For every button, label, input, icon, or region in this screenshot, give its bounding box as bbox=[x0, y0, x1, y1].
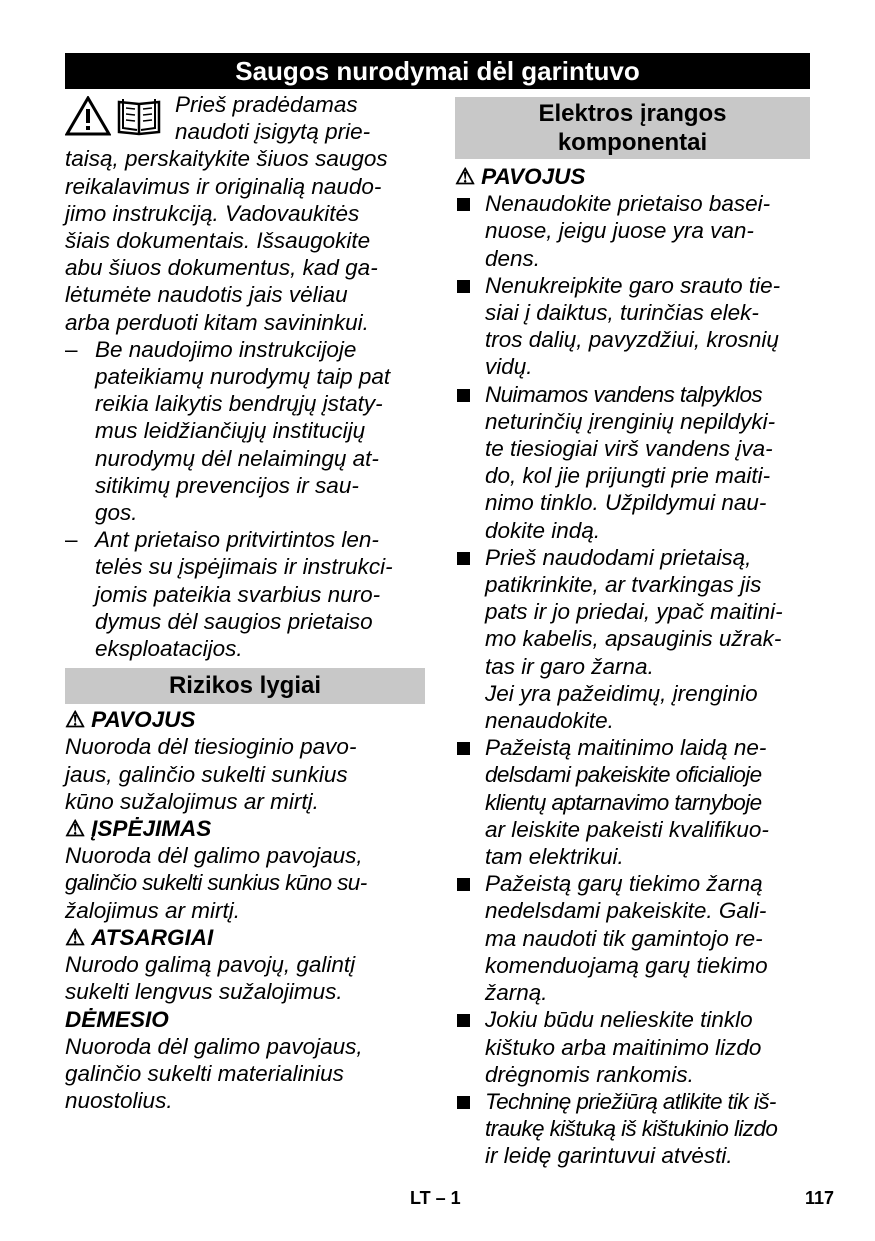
risk-label bbox=[65, 1006, 425, 1033]
bullet-line: traukę kištuką iš kištukinio lizdo bbox=[485, 1116, 778, 1142]
bullet-line: neturinčių įrenginių nepildyki- bbox=[485, 408, 776, 434]
left-column bbox=[65, 91, 425, 1114]
bullet-line: siai į daiktus, turinčias elek- bbox=[485, 300, 759, 326]
bullet-line: vidų. bbox=[485, 354, 533, 380]
bullet-item bbox=[455, 544, 810, 734]
dash-line: jomis pateikia svarbius nuro- bbox=[95, 581, 381, 607]
dash-line: Be naudojimo instrukcijoje bbox=[95, 336, 357, 362]
risk-label bbox=[65, 815, 425, 842]
bullet-line: Pažeistą garų tiekimo žarną bbox=[485, 871, 763, 897]
dash-line: reikia laikytis bendrųjų įstaty- bbox=[95, 391, 383, 417]
bullet-square-icon bbox=[457, 1096, 470, 1109]
dash-marker: – bbox=[65, 336, 78, 362]
risk-label-text: PAVOJUS bbox=[91, 707, 196, 733]
dash-line: gos. bbox=[95, 500, 138, 526]
bullet-line: nenaudokite. bbox=[485, 708, 614, 734]
risk-label bbox=[65, 706, 425, 733]
bullet-square-icon bbox=[457, 1014, 470, 1027]
bullet-line: kištuko arba maitinimo lizdo bbox=[485, 1034, 762, 1060]
right-column bbox=[455, 97, 810, 1170]
bullet-line: Pažeistą maitinimo laidą ne- bbox=[485, 735, 767, 761]
bullet-line: pats ir jo priedai, ypač maitini- bbox=[485, 599, 783, 625]
bullet-line: patikrinkite, ar tvarkingas jis bbox=[485, 572, 762, 598]
intro-line: jimo instrukciją. Vadovaukitės bbox=[65, 200, 360, 226]
warning-triangle-icon: ⚠ bbox=[455, 164, 476, 189]
danger-label bbox=[455, 163, 810, 190]
dash-line: pateikiamų nurodymų taip pat bbox=[95, 364, 391, 390]
risk-levels-heading: Rizikos lygiai bbox=[65, 668, 425, 704]
risk-line: Nurodo galimą pavojų, galintį bbox=[65, 952, 356, 978]
bullet-line: tros dalių, pavyzdžiui, krosnių bbox=[485, 327, 779, 353]
dash-line: nurodymų dėl nelaimingų at- bbox=[95, 445, 379, 471]
bullet-line: Nuimamos vandens talpyklos bbox=[485, 381, 763, 407]
page-title: Saugos nurodymai dėl garintuvo bbox=[65, 53, 810, 89]
bullet-line: te tiesiogiai virš vandens įva- bbox=[485, 436, 773, 462]
bullet-line: komenduojamą garų tiekimo bbox=[485, 952, 768, 978]
risk-line: žalojimus ar mirtį. bbox=[65, 897, 241, 923]
dash-line: Ant prietaiso pritvirtintos len- bbox=[95, 527, 379, 553]
bullet-line: tas ir garo žarna. bbox=[485, 653, 654, 679]
bullet-square-icon bbox=[457, 878, 470, 891]
risk-line: galinčio sukelti sunkius kūno su- bbox=[65, 870, 367, 896]
bullet-line: tam elektrikui. bbox=[485, 844, 624, 870]
risk-line: nuostolius. bbox=[65, 1088, 173, 1114]
bullet-line: Jokiu būdu nelieskite tinklo bbox=[485, 1007, 753, 1033]
intro-line: reikalavimus ir originalią naudo- bbox=[65, 173, 382, 199]
risk-line: galinčio sukelti materialinius bbox=[65, 1060, 344, 1086]
warning-triangle-icon: ⚠ bbox=[65, 707, 86, 733]
bullet-line: ar leiskite pakeisti kvalifikuo- bbox=[485, 816, 769, 842]
risk-line: Nuoroda dėl galimo pavojaus, bbox=[65, 1033, 363, 1059]
risk-line: Nuoroda dėl tiesioginio pavo- bbox=[65, 734, 357, 760]
risk-label-text: ĮSPĖJIMAS bbox=[91, 816, 212, 842]
bullet-line: Nenukreipkite garo srauto tie- bbox=[485, 272, 781, 298]
warning-triangle-icon: ⚠ bbox=[65, 816, 86, 842]
heading-line: komponentai bbox=[557, 129, 708, 156]
intro-line: taisą, perskaitykite šiuos saugos bbox=[65, 146, 388, 172]
intro-icons bbox=[65, 96, 163, 136]
intro-line: naudoti įsigytą prie- bbox=[175, 119, 371, 145]
dash-line: eksploatacijos. bbox=[95, 636, 243, 662]
bullet-line: Prieš naudodami prietaisą, bbox=[485, 544, 752, 570]
bullet-item bbox=[455, 272, 810, 381]
bullet-line: nuose, jeigu juose yra van- bbox=[485, 218, 754, 244]
intro-line: abu šiuos dokumentus, kad ga- bbox=[65, 255, 378, 281]
bullet-square-icon bbox=[457, 280, 470, 293]
dash-line: sitikimų prevencijos ir sau- bbox=[95, 472, 359, 498]
bullet-line: Nenaudokite prietaiso basei- bbox=[485, 191, 771, 217]
bullet-square-icon bbox=[457, 198, 470, 211]
bullet-line: ma naudoti tik gamintojo re- bbox=[485, 925, 763, 951]
bullet-item bbox=[455, 870, 810, 1006]
danger-label-text: PAVOJUS bbox=[481, 164, 586, 189]
intro-paragraph bbox=[65, 91, 425, 336]
dash-line: mus leidžiančiųjų institucijų bbox=[95, 418, 366, 444]
intro-line: lėtumėte naudotis jais vėliau bbox=[65, 282, 348, 308]
dash-line: telės su įspėjimais ir instrukci- bbox=[95, 554, 393, 580]
risk-level-notice bbox=[65, 1006, 425, 1115]
bullet-item bbox=[455, 190, 810, 272]
bullet-square-icon bbox=[457, 389, 470, 402]
bullet-line: ir leidę garintuvui atvėsti. bbox=[485, 1143, 733, 1169]
bullet-line: nimo tinklo. Užpildymui nau- bbox=[485, 490, 767, 516]
manual-book-icon bbox=[115, 96, 163, 136]
bullet-line: delsdami pakeiskite oficialioje bbox=[485, 762, 762, 788]
electrical-components-heading bbox=[455, 97, 810, 159]
warning-triangle-icon: ⚠ bbox=[65, 924, 86, 950]
risk-label-text: DĖMESIO bbox=[65, 1006, 169, 1032]
bullet-line: žarną. bbox=[485, 980, 548, 1006]
dash-line: dymus dėl saugios prietaiso bbox=[95, 608, 373, 634]
warning-triangle-icon bbox=[65, 96, 111, 136]
dash-marker: – bbox=[65, 527, 78, 553]
risk-line: jaus, galinčio sukelti sunkius bbox=[65, 761, 348, 787]
bullet-line: do, kol jie prijungti prie maiti- bbox=[485, 463, 771, 489]
bullet-item bbox=[455, 1006, 810, 1088]
intro-line: arba perduoti kitam savininkui. bbox=[65, 309, 369, 335]
heading-line: Elektros įrangos bbox=[538, 100, 727, 127]
bullet-item bbox=[455, 381, 810, 544]
footer-language-page: LT – 1 bbox=[410, 1188, 461, 1208]
dash-list-item bbox=[65, 526, 425, 662]
bullet-square-icon bbox=[457, 742, 470, 755]
bullet-item bbox=[455, 1088, 810, 1170]
footer-page-number: 117 bbox=[805, 1188, 835, 1208]
bullet-line: mo kabelis, apsauginis užrak- bbox=[485, 626, 782, 652]
risk-level-caution bbox=[65, 924, 425, 1006]
bullet-line: Jei yra pažeidimų, įrenginio bbox=[485, 680, 758, 706]
dash-list-item bbox=[65, 336, 425, 526]
risk-line: kūno sužalojimus ar mirtį. bbox=[65, 788, 319, 814]
risk-label bbox=[65, 924, 425, 951]
intro-line: Prieš pradėdamas bbox=[175, 92, 358, 117]
bullet-line: Techninę priežiūrą atlikite tik iš- bbox=[485, 1088, 776, 1114]
bullet-line: drėgnomis rankomis. bbox=[485, 1061, 694, 1087]
bullet-line: dokite indą. bbox=[485, 517, 601, 543]
risk-level-warning bbox=[65, 815, 425, 924]
bullet-square-icon bbox=[457, 552, 470, 565]
bullet-line: dens. bbox=[485, 245, 541, 271]
risk-label-text: ATSARGIAI bbox=[91, 924, 214, 950]
bullet-line: nedelsdami pakeiskite. Gali- bbox=[485, 898, 767, 924]
bullet-item bbox=[455, 734, 810, 870]
bullet-line: klientų aptarnavimo tarnyboje bbox=[485, 789, 762, 815]
risk-line: sukelti lengvus sužalojimus. bbox=[65, 979, 343, 1005]
intro-line: šiais dokumentais. Išsaugokite bbox=[65, 228, 371, 254]
risk-line: Nuoroda dėl galimo pavojaus, bbox=[65, 843, 363, 869]
risk-level-danger bbox=[65, 706, 425, 815]
